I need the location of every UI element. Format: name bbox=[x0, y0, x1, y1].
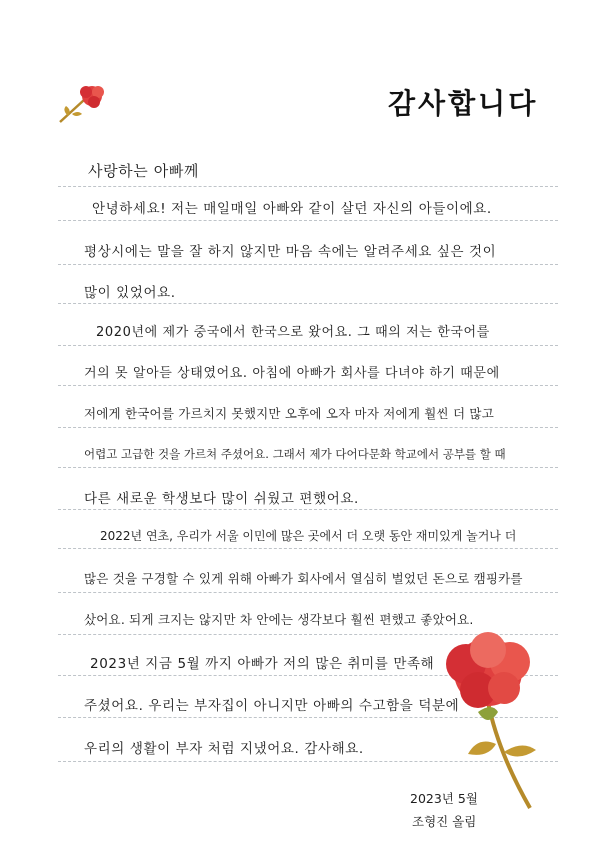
body-line: 우리의 생활이 부자 처럼 지냈어요. 감사해요. bbox=[84, 741, 364, 757]
body-line: 샀어요. 되게 크지는 않지만 차 안에는 생각보다 훨씬 편했고 좋았어요. bbox=[84, 612, 474, 627]
letter-signature: 조형진 올림 bbox=[412, 814, 477, 829]
body-line: 많이 있었어요. bbox=[84, 285, 176, 301]
body-line: 평상시에는 말을 잘 하지 않지만 마음 속에는 알려주세요 싶은 것이 bbox=[84, 244, 497, 260]
body-line: 저에게 한국어를 가르치지 못했지만 오후에 오자 마자 저에게 훨씬 더 많고 bbox=[84, 406, 494, 421]
body-line: 많은 것을 구경할 수 있게 위해 아빠가 회사에서 열심히 벌었던 돈으로 캠핑카를 bbox=[84, 571, 523, 586]
carnation-flower-icon bbox=[418, 632, 568, 812]
body-line: 안녕하세요! 저는 매일매일 아빠와 같이 살던 자신의 아들이에요. bbox=[92, 201, 492, 217]
body-line: 주셨어요. 우리는 부자집이 아니지만 아빠의 수고함을 덕분에 bbox=[84, 698, 460, 714]
small-carnation-icon bbox=[52, 80, 112, 130]
letter-date: 2023년 5월 bbox=[410, 791, 478, 806]
body-line: 2020년에 제가 중국에서 한국으로 왔어요. 그 때의 저는 한국어를 bbox=[96, 325, 490, 340]
body-line: 거의 못 알아듣 상태였어요. 아침에 아빠가 회사를 다녀야 하기 때문에 bbox=[84, 366, 500, 381]
greeting: 사랑하는 아빠께 bbox=[88, 162, 199, 180]
letter-title: 감사합니다 bbox=[388, 87, 539, 120]
body-line: 다른 새로운 학생보다 많이 쉬웠고 편했어요. bbox=[84, 491, 359, 507]
body-line: 어렵고 고급한 것을 가르쳐 주셨어요. 그래서 제가 다어다문화 학교에서 공부를 할 때 bbox=[84, 447, 506, 461]
body-line: 2022년 연초, 우리가 서울 이민에 많은 곳에서 더 오랫 동안 재미있게 놀거나 더 bbox=[100, 529, 517, 543]
body-line: 2023년 지금 5월 까지 아빠가 저의 많은 취미를 만족해 bbox=[90, 656, 435, 672]
